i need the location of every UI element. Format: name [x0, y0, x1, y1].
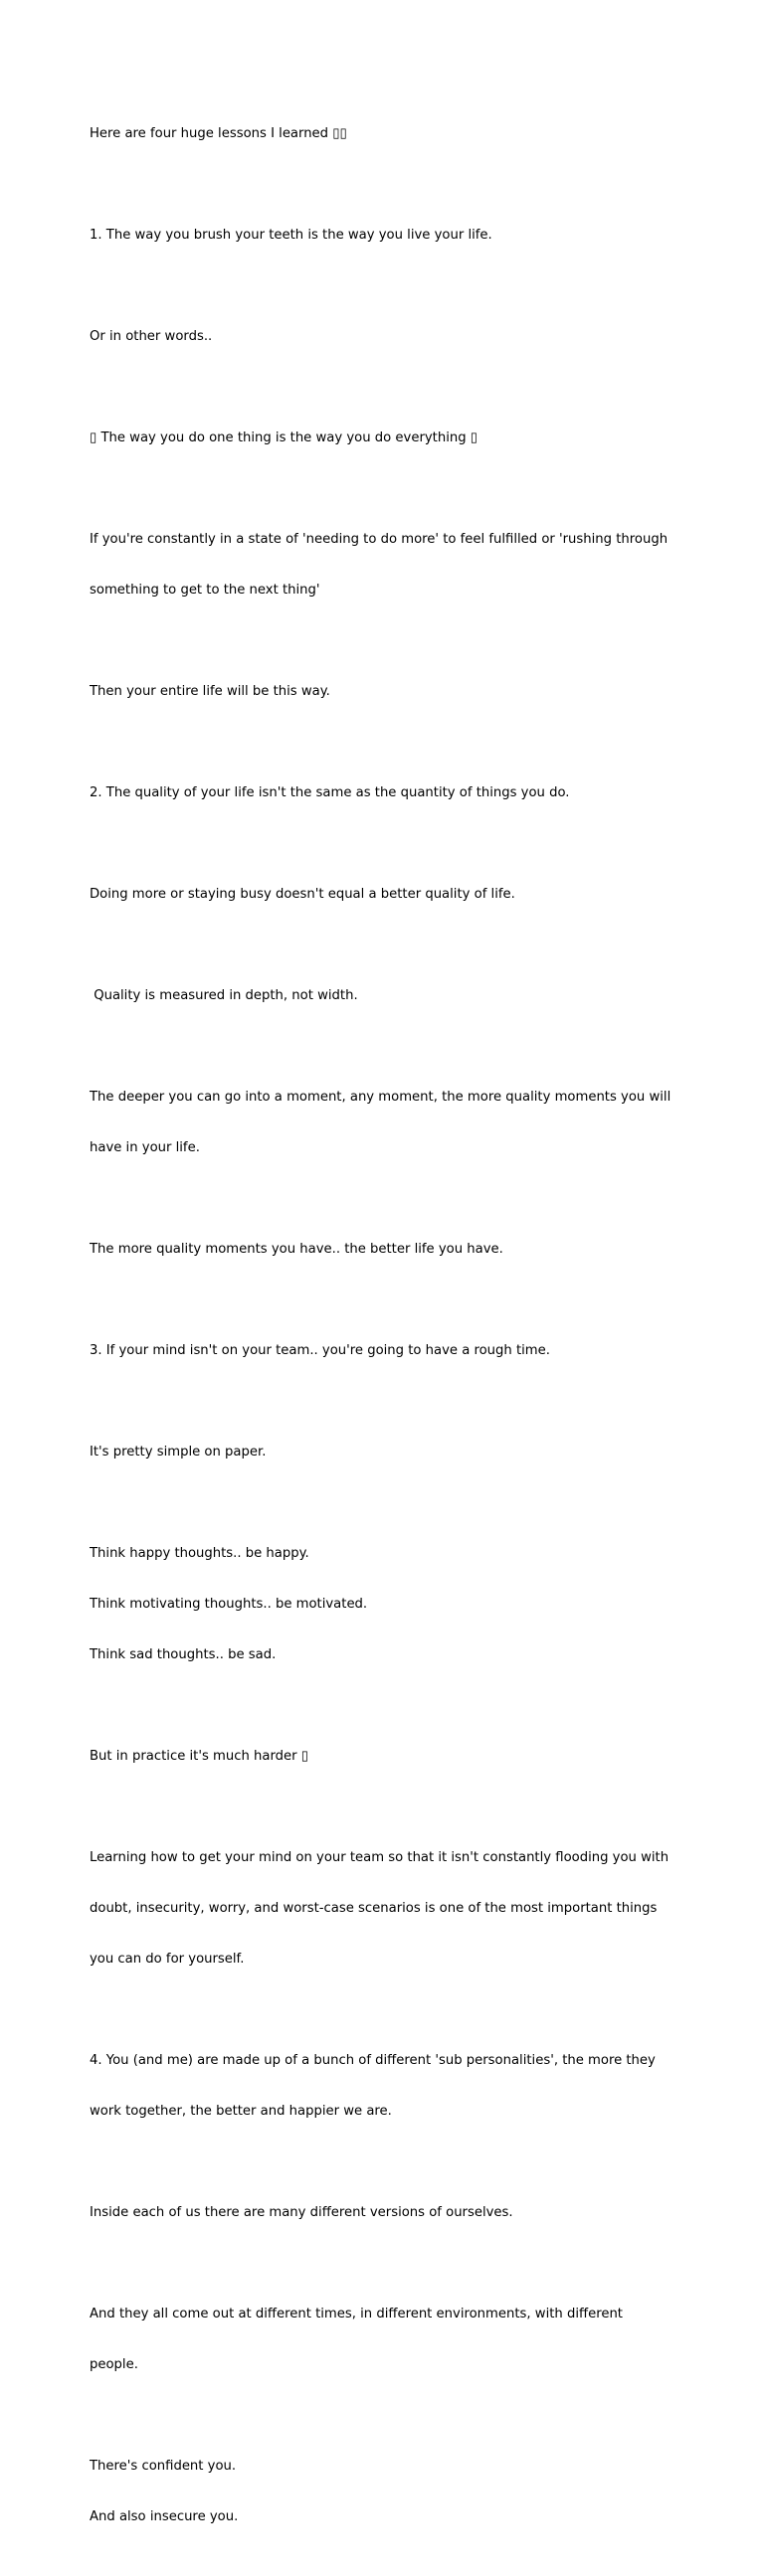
paragraph: [90, 1714, 686, 1799]
text-line: Doing more or staying busy doesn't equal a better quality of life.: [90, 887, 515, 902]
paragraph-lesson-2: [90, 751, 686, 835]
text-line: The more quality moments you have.. the better life you have.: [90, 1242, 503, 1257]
text-line: work together, the better and happier we are.: [90, 2104, 392, 2119]
text-line: Think motivating thoughts.. be motivated.: [90, 1597, 368, 1612]
text-line: If you're constantly in a state of 'needing to do more' to feel fulfilled or 'rushing through: [90, 532, 668, 547]
text-line: There's confident you.: [90, 2459, 237, 2474]
text-line: Here are four huge lessons I learned ▯▯: [90, 126, 347, 141]
text-line: doubt, insecurity, worry, and worst-case scenarios is one of the most important things: [90, 1901, 658, 1916]
text-line: And also insecure you.: [90, 2509, 239, 2524]
text-line: Quality is measured in depth, not width.: [90, 988, 358, 1003]
paragraph: [90, 1207, 686, 1291]
text-line: something to get to the next thing': [90, 583, 320, 598]
paragraph-lesson-3: [90, 1308, 686, 1393]
paragraph: [90, 852, 686, 937]
text-line: And they all come out at different times, in different environments, with different: [90, 2307, 623, 2321]
text-line: 1. The way you brush your teeth is the way you live your life.: [90, 228, 492, 243]
paragraph: [90, 396, 686, 480]
paragraph: [90, 497, 686, 632]
text-line: Think happy thoughts.. be happy.: [90, 1546, 309, 1561]
text-line: have in your life.: [90, 1140, 200, 1155]
paragraph-lesson-1: [90, 193, 686, 277]
text-line: The deeper you can go into a moment, any moment, the more quality moments you will: [90, 1090, 671, 1105]
text-line: 3. If your mind isn't on your team.. you're going to have a rough time.: [90, 1343, 550, 1358]
paragraph-intro: [90, 91, 686, 176]
text-line: Think sad thoughts.. be sad.: [90, 1647, 277, 1662]
text-line: But in practice it's much harder ▯: [90, 1749, 309, 1764]
text-line: ▯ The way you do one thing is the way you do everything ▯: [90, 430, 478, 445]
text-line: 4. You (and me) are made up of a bunch of different 'sub personalities', the more they: [90, 2053, 656, 2068]
paragraph-lesson-4: [90, 2018, 686, 2153]
text-line: Inside each of us there are many different versions of ourselves.: [90, 2205, 513, 2220]
text-line: Learning how to get your mind on your team so that it isn't constantly flooding you with: [90, 1850, 669, 1865]
text-line: you can do for yourself.: [90, 1952, 245, 1967]
paragraph: [90, 2272, 686, 2407]
document-body: [90, 91, 686, 2576]
paragraph: [90, 649, 686, 734]
paragraph: [90, 1511, 686, 1697]
paragraph: [90, 294, 686, 379]
paragraph: [90, 1410, 686, 1494]
paragraph: [90, 2170, 686, 2255]
text-line: It's pretty simple on paper.: [90, 1445, 267, 1460]
text-line: Or in other words..: [90, 329, 213, 344]
text-line: Then your entire life will be this way.: [90, 684, 330, 699]
paragraph: [90, 1055, 686, 1190]
text-line: 2. The quality of your life isn't the same as the quantity of things you do.: [90, 785, 570, 800]
paragraph: [90, 2424, 686, 2559]
text-line: people.: [90, 2357, 138, 2372]
paragraph: [90, 1815, 686, 2001]
paragraph: [90, 953, 686, 1038]
